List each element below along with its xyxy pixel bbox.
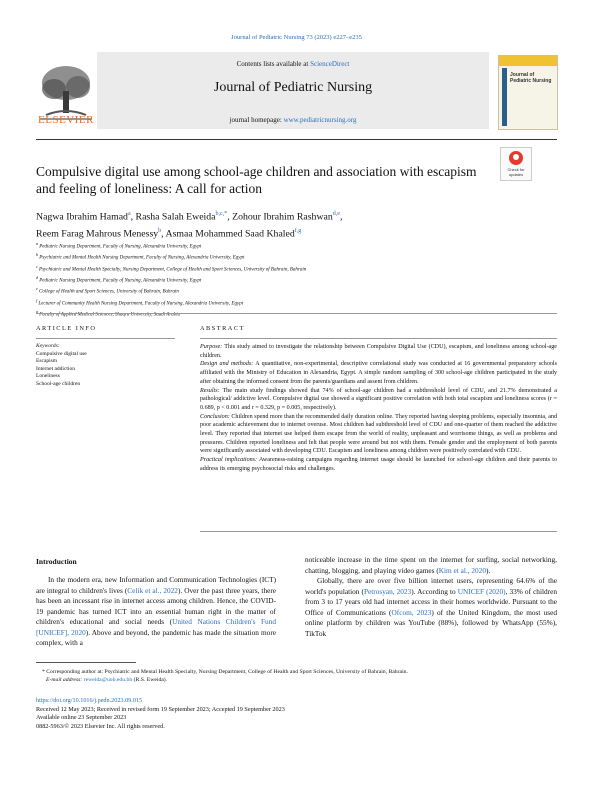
- abstract-purpose: Purpose: This study aimed to investigate the relationship between Compulsive Digital Use (CDU), escapism, and loneliness among school-age children.: [200, 344, 557, 359]
- check-updates-icon: [509, 151, 523, 165]
- issn-copyright: 0882-5963/© 2023 Elsevier Inc. All rights reserved.: [36, 722, 165, 730]
- affiliation-item: $^f$ Lecturer of Community Health Nursing Department, Faculty of Nursing, Alexandria University, Egypt: [36, 297, 244, 307]
- section-divider: [36, 313, 557, 314]
- author-name[interactable]: Zohour Ibrahim Rashwan: [232, 211, 333, 223]
- affiliation-item: $^c$ Psychiatric and Mental Health Specialty, Nursing Department, College of Health and Sport Sciences, University of Bahrain, Bahrain: [36, 263, 307, 273]
- intro-paragraph: In the modern era, new Information and Communication Technologies (ICT) are integral to children's lives (Celik et al., 2022). Over the past three years, there has been an incessant rise in internet access among children. Hence, the COVID-19 pandemic has turned ICT into an essential human right in the matter of children's educational and social needs (United Nations Children's Fund [UNICEF], 2020). Above and beyond, the pandemic has made the situation more complex, with a: [36, 575, 277, 648]
- citation-link[interactable]: Ofcom, 2023: [391, 607, 432, 617]
- citation-link[interactable]: UNICEF (2020): [457, 586, 506, 596]
- author-name[interactable]: Nagwa Ibrahim Hamad: [36, 211, 128, 223]
- keyword-item: Escapism: [36, 358, 58, 365]
- intro-paragraph: Globally, there are over five billion internet users, representing 64.6% of the world's population (Petrosyan, 2023). According to UNICEF (2020), 33% of children from 3 to 17 years old had internet access in their homes worldwide. Pursuant to the Office of Communications (Ofcom, 2023) of the United Kingdom, the most used online platform by children was YouTube (88%), followed by WhatsApp (55%), TikTok: [305, 576, 557, 638]
- citation-link[interactable]: United Nations Children's Fund [UNICEF], 2020: [36, 617, 276, 637]
- keyword-item: School-age children: [36, 380, 81, 387]
- cover-ribbon: [502, 68, 507, 126]
- journal-homepage-line: journal homepage: www.pediatricnursing.org: [229, 116, 357, 124]
- intro-paragraph: noticeable increase in the time spent on the internet for surfing, social networking, chatting, blogging, and playing video games (Kim et al., 2020).: [305, 555, 557, 575]
- abstract-design: Design and methods: A quantitative, non-experimental, descriptive correlational study was conducted at 16 governmental preparatory schools affiliated with the Ministry of Education in Alexandria, Egypt. A simple random sampling of 300 school-age children participated in the study after obtaining the informed consent from the parents/guardians and assent from children.: [200, 361, 557, 385]
- abstract-text: [200, 343, 557, 474]
- publisher-wordmark: ELSEVIER: [38, 114, 94, 126]
- affiliation-list: [36, 240, 516, 320]
- journal-title: Journal of Pediatric Nursing: [213, 80, 373, 95]
- received-dates: Received 12 May 2023; Received in revised form 19 September 2023; Accepted 19 September 2023: [36, 705, 285, 713]
- author-affil-marker[interactable]: a: [127, 211, 131, 217]
- keyword-item: Compulsive digital use: [36, 350, 87, 357]
- abstract-implications: Practical implications: Awareness-raising campaigns regarding internet usage should be launched for school-age children and their parents to address its emerging psychosocial risks and challenges.: [200, 457, 558, 472]
- abstract-results: Results: The main study findings showed that 74% of school-age children had a subthreshold level of CDU, and 21.7% demonstrated a pathological/ addictive level. Compulsive digital use showed a significant positive correlation with both total escapism and loneliness scores (r = 0.689, p < 0.001 and r = 0.329, p = 0.005, respectively).: [200, 387, 557, 411]
- keyword-item: Loneliness: [36, 373, 60, 380]
- author-affil-marker[interactable]: d,e: [332, 211, 340, 217]
- affiliation-item: $^b$ Psychiatric and Mental Health Nursing Department, Faculty of Nursing, Alexandria University, Egypt: [36, 252, 245, 262]
- author-name[interactable]: Rasha Salah Eweida: [135, 211, 216, 223]
- available-online-date: Available online 23 September 2023: [36, 714, 127, 722]
- contents-line: Contents lists available at ScienceDirect: [236, 60, 350, 68]
- author-affil-marker[interactable]: b: [158, 228, 162, 235]
- abstract-divider: [200, 338, 557, 339]
- author-name[interactable]: Reem Farag Mahrous Menessy: [36, 228, 159, 240]
- footnote-divider: [36, 662, 136, 663]
- citation-link[interactable]: Celik et al., 2022: [127, 585, 178, 595]
- citation-link[interactable]: Kim et al., 2020: [438, 565, 486, 575]
- keywords-divider: [36, 338, 175, 339]
- journal-cover-thumbnail[interactable]: [498, 55, 558, 130]
- header-divider: [36, 139, 557, 140]
- affiliation-item: $^a$ Pediatric Nursing Department, Faculty of Nursing, Alexandria University, Egypt: [36, 241, 202, 250]
- cover-band: [499, 56, 557, 66]
- author-affil-marker[interactable]: f,g: [294, 228, 302, 235]
- author-list: Nagwa Ibrahim Hamad$^a$, Rasha Salah Eweida$^{b,c,*}$, Zohour Ibrahim Rashwan$^{d,e}$, Reem Farag Mahrous Menessy$^b$, Asmaa Mohammed Saad Khaled$^{f,g}$: [36, 211, 343, 240]
- corresponding-author-footnote: * Corresponding author at: Psychiatric and Mental Health Specialty, Nursing Department, College of Health and Sport Sciences, University of Bahrain, Bahrain. E-mail address: reweida@uob.edu.bh (R.S. Eweida).: [42, 669, 408, 683]
- email-link[interactable]: reweida@uob.edu.bh: [83, 677, 133, 683]
- publication-info: [36, 697, 557, 731]
- abstract-heading: ABSTRACT: [200, 325, 245, 332]
- abstract-end-divider: [200, 531, 557, 532]
- check-for-updates-button[interactable]: Check for updates: [500, 147, 532, 181]
- sciencedirect-link[interactable]: ScienceDirect: [310, 60, 350, 68]
- author-affil-marker[interactable]: b,c,*: [215, 211, 228, 217]
- homepage-link[interactable]: www.pediatricnursing.org: [283, 116, 357, 124]
- article-info-heading: ARTICLE INFO: [36, 325, 97, 332]
- intro-column-right: [305, 555, 557, 639]
- abstract-conclusion: Conclusion: Children spend more than the recommended daily duration online. They reported having sleeping problems, especially insomnia, and poor academic achievement due to internet overuse. Most children had subthreshold level of CDU and one-quarter of them reached the addictive level. They reported that internet use helped them escape from the world of reality, unpleasant and worrisome things, as well as problems and pressures. Children reported loneliness and felt that people were around but not with them. Female gender and the employment of both parents were significantly associated with developing CDU. Escapism and loneliness among children were positively correlated with CDU.: [200, 413, 557, 455]
- doi-link[interactable]: https://doi.org/10.1016/j.pedn.2023.09.015: [36, 697, 143, 704]
- introduction-heading: Introduction: [36, 557, 77, 566]
- journal-reference[interactable]: Journal of Pediatric Nursing 73 (2023) e227–e235: [231, 34, 362, 41]
- keywords-block: [36, 343, 175, 389]
- author-name[interactable]: Asmaa Mohammed Saad Khaled: [165, 228, 295, 240]
- keywords-label: Keywords:: [36, 343, 60, 349]
- citation-link[interactable]: Petrosyan, 2023: [363, 586, 412, 596]
- affiliation-item: $^e$ College of Health and Sport Sciences, University of Bahrain, Bahrain: [36, 286, 179, 296]
- affiliation-item: $^d$ Pediatric Nursing Department, Faculty of Nursing, Alexandria University, Egypt: [36, 275, 202, 284]
- article-title: Compulsive digital use among school-age children and association with escapism and feeling of loneliness: A call for action: [36, 164, 477, 196]
- affiliation-item: $^g$ Faculty of Applied Medical Sciences, Shaqra University, Saudi Arabia: [36, 309, 181, 318]
- cover-title: Journal of Pediatric Nursing: [510, 72, 552, 84]
- keyword-item: Internet addiction: [36, 365, 75, 372]
- intro-column-left: [36, 575, 276, 649]
